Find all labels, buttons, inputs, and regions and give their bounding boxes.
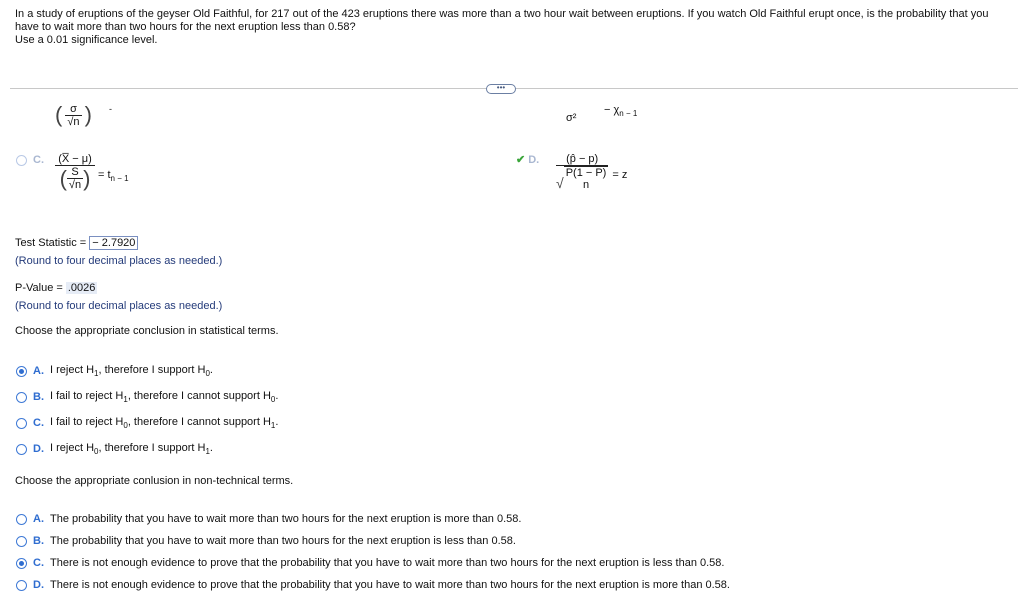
- statistical-prompt: Choose the appropriate conclusion in statistical terms.: [15, 325, 279, 337]
- formula-c-top: ( $\frac{\sigma}{√n}$ ): [55, 102, 92, 128]
- statistical-option-d-text: [50, 442, 213, 456]
- test-statistic-hint: (Round to four decimal places as needed.): [15, 255, 223, 267]
- sc-s1: 0: [123, 421, 128, 431]
- check-icon: ✔: [516, 154, 526, 166]
- formula-d-equals: = z: [612, 169, 628, 181]
- sa-s1: 1: [94, 369, 99, 379]
- test-statistic-label: Test Statistic =: [15, 237, 87, 249]
- nontechnical-option-d-text: There is not enough evidence to prove that the probability that you have to wait more than two hours for the next eruption is more than 0.58.: [50, 579, 730, 591]
- statistical-option-b[interactable]: [16, 384, 616, 410]
- sb-pre: I fail to reject H: [50, 389, 124, 402]
- statistical-option-b-text: [50, 390, 278, 404]
- formula-c-den-s: S: [71, 166, 79, 178]
- sb-s2: 0: [270, 395, 276, 405]
- sa-mid: , therefore I support H: [98, 363, 206, 376]
- nontechnical-option-d-letter: D.: [33, 579, 44, 591]
- sc-mid: , therefore I cannot support H: [127, 415, 271, 428]
- sa-post: .: [209, 363, 213, 376]
- test-statistic-input[interactable]: − 2.7920: [89, 236, 138, 250]
- p-value-label: P-Value =: [15, 282, 63, 294]
- sc-s2: 1: [270, 421, 276, 431]
- statistical-option-c-letter: C.: [33, 417, 44, 429]
- statistical-option-d-radio[interactable]: [16, 444, 27, 455]
- sd-pre: I reject H: [50, 441, 95, 454]
- nontechnical-option-a[interactable]: [16, 508, 1006, 530]
- nontechnical-prompt: Choose the appropriate conlusion in non-technical terms.: [15, 475, 294, 487]
- nontechnical-option-c[interactable]: [16, 552, 1006, 574]
- statistical-option-d-letter: D.: [33, 443, 44, 455]
- expand-button[interactable]: •••: [486, 84, 516, 94]
- formula-c-sub: n − 1: [110, 174, 129, 184]
- nontechnical-option-b-letter: B.: [33, 535, 44, 547]
- formula-c-top-mark: ‐: [109, 104, 112, 114]
- statistical-option-c-text: [50, 416, 278, 430]
- formula-c-numerator: (X̅ − μ): [58, 153, 92, 165]
- statistical-option-a-letter: A.: [33, 365, 44, 377]
- formula-d-sigma2: σ²: [566, 112, 577, 124]
- nontechnical-option-c-text: There is not enough evidence to prove that the probability that you have to wait more than two hours for the next eruption is less than 0.58.: [50, 557, 725, 569]
- formula-d-letter: D.: [528, 153, 540, 166]
- formula-c-den-sqrtn: √n: [68, 179, 82, 191]
- statistical-option-d[interactable]: [16, 436, 616, 462]
- statistical-option-b-letter: B.: [33, 391, 44, 403]
- statistical-option-a[interactable]: [16, 358, 616, 384]
- nontechnical-option-a-radio[interactable]: [16, 514, 27, 525]
- nontechnical-option-a-text: The probability that you have to wait more than two hours for the next eruption is more than 0.58.: [50, 513, 522, 525]
- formula-d-numerator: (p̂ − p): [566, 153, 599, 165]
- sc-pre: I fail to reject H: [50, 415, 124, 428]
- nontechnical-option-b-text: The probability that you have to wait more than two hours for the next eruption is less than 0.58.: [50, 535, 516, 547]
- formula-c-equals: = t: [98, 169, 111, 181]
- statistical-option-b-radio[interactable]: [16, 392, 27, 403]
- formula-c-top-sigma: σ: [70, 102, 77, 115]
- sd-s1: 0: [94, 447, 99, 457]
- statistical-option-c-radio[interactable]: [16, 418, 27, 429]
- sa-s2: 0: [205, 369, 210, 379]
- nontechnical-options: [16, 508, 1006, 596]
- formula-d-chi-group: [604, 104, 637, 118]
- formula-d-den-bottom: n: [582, 179, 590, 191]
- formula-d-den-top: P(1 − P): [565, 167, 607, 179]
- sd-mid: , therefore I support H: [98, 441, 206, 454]
- p-value-input[interactable]: .0026: [67, 282, 96, 294]
- nontechnical-option-b-radio[interactable]: [16, 536, 27, 547]
- formula-c-letter: C.: [33, 154, 44, 166]
- formula-option-d[interactable]: [516, 153, 539, 166]
- formula-d-chi-sub: n − 1: [619, 109, 638, 119]
- sc-post: .: [275, 415, 279, 428]
- p-value-row: [15, 282, 97, 294]
- nontechnical-option-d-radio[interactable]: [16, 580, 27, 591]
- sb-post: .: [275, 389, 279, 402]
- test-statistic-row: [15, 237, 138, 249]
- formula-d-expression: (p̂ − p) √ P(1 − P) n = z: [556, 153, 628, 191]
- statistical-option-a-text: [50, 364, 213, 378]
- formula-d-chi: − χ: [604, 104, 620, 116]
- sd-post: .: [209, 441, 213, 454]
- nontechnical-option-c-radio[interactable]: [16, 558, 27, 569]
- formula-c-radio[interactable]: [16, 155, 27, 166]
- question-body: In a study of eruptions of the geyser Old Faithful, for 217 out of the 423 eruptions there was more than a two hour wait between eruptions. If you watch Old Faithful erupt once, is the probability that you have to wait more than two hours for the next eruption less than 0.58?: [15, 8, 989, 33]
- sa-pre: I reject H: [50, 363, 95, 376]
- formula-c-top-sqrtn: √n: [67, 115, 80, 128]
- sb-s1: 1: [123, 395, 128, 405]
- nontechnical-option-a-letter: A.: [33, 513, 44, 525]
- nontechnical-option-d[interactable]: [16, 574, 1006, 596]
- statistical-options: [16, 358, 616, 462]
- formula-c-expression: (X̅ − μ) ( $\frac{S}{√n}$ ) = $t_{n - 1}$: [55, 153, 129, 191]
- sb-mid: , therefore I cannot support H: [127, 389, 271, 402]
- p-value-hint: (Round to four decimal places as needed.): [15, 300, 223, 312]
- statistical-option-a-radio[interactable]: [16, 366, 27, 377]
- statistical-option-c[interactable]: [16, 410, 616, 436]
- question-text: [15, 8, 1015, 47]
- nontechnical-option-c-letter: C.: [33, 557, 44, 569]
- formula-option-c[interactable]: [16, 154, 44, 166]
- question-significance: Use a 0.01 significance level.: [15, 34, 158, 46]
- nontechnical-option-b[interactable]: [16, 530, 1006, 552]
- sd-s2: 1: [205, 447, 210, 457]
